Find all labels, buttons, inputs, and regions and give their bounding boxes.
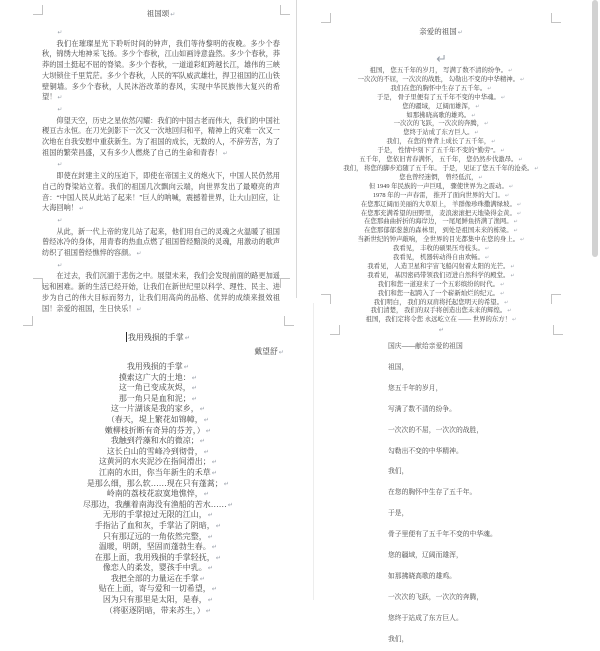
crop-mark <box>280 5 290 15</box>
poem-line-text: 我用残损的手掌 <box>126 362 183 371</box>
paragraph-mark-icon: ↵ <box>500 94 506 101</box>
paragraph-group <box>42 260 280 316</box>
paragraph-mark-icon: ↵ <box>207 596 214 605</box>
poem-line-text: 我把全部的力量运在手掌 <box>110 573 199 583</box>
poem-line <box>32 553 284 564</box>
poem-line-text: 但 1949 年民族的一声巨吼， 骤使世界为之震动。 <box>368 182 508 190</box>
poem-line-text: 无形的手掌掠过无限的江山， <box>102 510 207 520</box>
poem-line <box>330 227 552 236</box>
poem-line-text: 这黄河的水夹泥沙在指间滑出； <box>98 457 211 467</box>
paragraph-mark-icon: ↵ <box>191 384 198 393</box>
paragraph-text: 仰望天空，历史之星依然闪耀：我们的中国古老而伟大，我们的中国社稷亘古永恒。在刀光剑影下一次又一次地回归和平，精神上的灾难一次又一次地在自我安慰中重获新生。为了祖国的成长，无数的人，不辞劳苦，为了祖国的繁荣昌盛，又有多少人燃烧了自己的生命和青春！ <box>42 116 280 157</box>
page2-title <box>330 26 552 39</box>
poem-line-text: 一次次的飞跃，一次次的奔腾， <box>393 120 484 128</box>
poem-line: 在您的胸怀中生存了五千年。 <box>388 489 477 497</box>
poem-line: 勾勒出不变的中华精神。 <box>388 447 463 455</box>
paragraph-mark-icon: ↵ <box>478 174 483 181</box>
paragraph-mark-icon: ↵ <box>474 130 479 137</box>
poem-line-text: 祖国，我们定将令您 永远屹立在 —— 世界的东方！ <box>365 316 512 324</box>
paragraph-mark-icon: ↵ <box>278 349 284 356</box>
paragraph-mark-icon: ↵ <box>211 458 218 467</box>
paragraph-mark-icon: ↵ <box>475 103 480 110</box>
poem-line <box>330 245 552 254</box>
paragraph-mark-icon: ↵ <box>211 468 218 477</box>
poem-line-text: 如那拂晓高歌的雄鸡。 <box>406 111 471 119</box>
poem-line <box>330 156 552 165</box>
poem-line <box>32 479 284 490</box>
poem-line-text: 温暖，明朗，坚固而蓬勃生春。 <box>98 542 211 552</box>
paragraph-mark-icon: ↵ <box>57 95 63 102</box>
paragraph-mark-icon: ↵ <box>484 246 490 253</box>
paragraph-mark-icon: ↵ <box>191 394 198 403</box>
essay-paragraph <box>42 39 280 104</box>
paragraph-mark-icon: ↵ <box>205 426 212 435</box>
paragraph-mark-icon: ↵ <box>191 373 198 382</box>
poem-line <box>330 94 552 103</box>
poem-line <box>32 563 284 574</box>
poem-line: 骨子里便有了五千年不变的中华魂。 <box>388 531 497 539</box>
essay-paragraph <box>42 116 280 160</box>
poem-line <box>330 67 552 76</box>
poem-line <box>32 510 284 521</box>
poem-line-text: 这一片湖该是我的家乡， <box>110 404 199 414</box>
paragraph-mark-icon: ↵ <box>57 30 63 36</box>
poem-line <box>32 404 284 415</box>
paragraph-mark-icon: ↵ <box>205 606 212 615</box>
poem-line-text: 五千年， 您依旧青春满怀， 五千年， 您仍然步伐激昂。 <box>359 156 518 164</box>
poem-line-text: 我们明白， 我们的双肩将托起您明天的希望。 <box>373 298 504 306</box>
poem-line-text: 只有那辽远的一角依然完整， <box>102 531 207 541</box>
poem-line-text: 尽那边，我蘸着南海没有渔船的苦水…… <box>82 499 227 509</box>
paragraph-mark-icon: ↵ <box>516 201 522 208</box>
empty-paragraph <box>42 159 280 171</box>
poem-line <box>32 383 284 394</box>
poem-line-text: 那一角只是血和泥； <box>118 393 191 403</box>
poem-line <box>330 192 552 201</box>
paragraph-mark-icon: ↵ <box>508 68 513 74</box>
page1-body <box>42 27 280 315</box>
essay-paragraph <box>42 171 280 215</box>
poem-line-text: 我们， 将您的脚步追随了五千年。 于是， 见证了您五千年的沧桑。 <box>343 164 534 172</box>
paragraph-mark-icon: ↵ <box>520 237 525 244</box>
poem-line: 您五千年的岁月， <box>388 384 443 392</box>
paragraph-mark-icon: ↵ <box>183 363 190 371</box>
crop-mark <box>284 316 294 326</box>
paragraph-mark-icon: ↵ <box>207 532 214 541</box>
paragraph-mark-icon: ↵ <box>136 306 142 313</box>
poem-line-text: 贴在上面，寄与爱和一切希望， <box>98 584 211 594</box>
poem-line <box>32 584 284 595</box>
paragraph-mark-icon: ↵ <box>203 415 210 424</box>
poem-line: 我们， <box>388 468 409 476</box>
page3-body <box>32 362 284 616</box>
poem-line-text: 您的疆域， 辽阔而雄浑， <box>402 102 475 110</box>
paragraph-text: 从此，新一代上帝的宠儿站了起来，他们用自己的灵魂之火温暖了祖国曾经冰冷的身体，用青春的热血点燃了祖国曾经黯淡的灵魂，用激动的歌声纺织了祖国曾经憔悴的容颜。 <box>42 227 280 258</box>
poem-line-text: 江南的水田，你当年新生的禾草 <box>98 467 211 477</box>
poem-line: 于是， <box>388 510 409 518</box>
poem-line <box>330 129 552 138</box>
poem-line-text: 祖国， 您五千年的岁月， 写满了数不清的纷争。 <box>369 67 508 74</box>
poem-line-text: 嫩柳枝折断有奇异的芬芳，） <box>104 425 205 435</box>
paragraph-mark-icon: ↵ <box>199 405 206 414</box>
empty-paragraph <box>42 215 280 227</box>
poem-line-text: 在您那曲曲折折的海岸边， 一尾尾鲜鱼挤满了渔网。 <box>364 218 513 226</box>
page3-heading-text: 我用残损的手掌 <box>127 333 184 342</box>
crop-mark <box>321 13 331 23</box>
poem-line <box>330 120 552 129</box>
paragraph-mark-icon: ↵ <box>457 29 463 36</box>
document-page-3[interactable] <box>32 332 284 616</box>
poem-line <box>330 76 552 85</box>
poem-line-text: 我看见， 丰收的硕果压弯枝头。 <box>392 245 484 253</box>
essay-paragraph <box>42 271 280 315</box>
page3-author <box>32 347 284 358</box>
poem-line <box>32 489 284 500</box>
paragraph-mark-icon: ↵ <box>510 263 515 270</box>
paragraph-mark-icon: ↵ <box>513 228 518 235</box>
poem-line-text: 我们， 在您的脊背上成长了五千年， <box>386 138 491 146</box>
vertical-scrollbar-thumb[interactable] <box>592 0 598 257</box>
poem-line-text: 在您那郁郁葱葱的森林里， 到处是祖国未来的栋梁。 <box>364 227 513 235</box>
page2-title-text: 亲爱的祖国 <box>419 27 457 36</box>
empty-paragraph <box>42 104 280 116</box>
page4-title: 国庆——献给亲爱的祖国 <box>388 343 463 350</box>
page-gap-separator-bottom <box>313 303 314 600</box>
paragraph-mark-icon: ↵ <box>436 52 447 67</box>
poem-line-text: 我们和您一起跨入了一个崭新灿烂的纪元。 <box>377 289 500 297</box>
poem-line-text: 我看见， 机器转动得自由欢畅。 <box>392 254 484 262</box>
document-end-mark: ↵ <box>438 326 445 335</box>
page1-title-text: 祖国颂 <box>146 9 170 18</box>
poem-line <box>330 263 552 272</box>
paragraph-mark-icon: ↵ <box>207 511 214 520</box>
crop-mark <box>23 316 33 326</box>
poem-line-text: 您终于站成了东方巨人。 <box>403 129 474 137</box>
poem-line <box>32 468 284 479</box>
crop-mark <box>551 13 561 23</box>
poem-line-text: 像恋人的柔发，婴孩手中乳。 <box>102 563 207 573</box>
poem-line <box>32 521 284 532</box>
poem-line-text: 于是， 性情中刻下了五千年不变的“勤劳”。 <box>377 147 500 155</box>
page4-body <box>388 358 568 651</box>
poem-line <box>32 415 284 426</box>
paragraph-mark-icon: ↵ <box>203 447 210 456</box>
poem-line-text: 您也曾经迷惘， 曾经低沉， <box>399 173 478 181</box>
author-name: 戴望舒 <box>254 347 278 356</box>
poem-line-text: 在那上面，我用残损的手掌轻抚， <box>94 552 215 562</box>
poem-line <box>330 254 552 263</box>
paragraph-group <box>42 104 280 160</box>
paragraph-mark-icon: ↵ <box>57 162 63 169</box>
poem-line-text: 我们在您的胸怀中生存了五千年。 <box>390 84 487 92</box>
paragraph-mark-icon: ↵ <box>57 106 63 113</box>
poem-line <box>32 457 284 468</box>
poem-line-text: 我触到荇藻和水的微凉； <box>110 436 199 446</box>
poem-line <box>330 165 552 174</box>
paragraph-mark-icon: ↵ <box>500 290 505 297</box>
poem-line-text: 我看见， 人造卫星和宇宙飞船闪射着太阳的光芒。 <box>367 262 510 270</box>
paragraph-mark-icon: ↵ <box>516 210 522 217</box>
paragraph-mark-icon: ↵ <box>504 192 510 199</box>
poem-line <box>32 426 284 437</box>
document-page-4[interactable] <box>388 337 568 651</box>
poem-line <box>330 218 552 227</box>
paragraph-mark-icon: ↵ <box>170 11 176 18</box>
poem-line-text: 是那么细，那么软……现在只有蓬蒿； <box>86 478 223 488</box>
poem-line <box>32 362 284 373</box>
poem-line-text: （春天，堤上繁花如锦幛， <box>106 414 203 424</box>
paragraph-mark-icon: ↵ <box>57 217 63 224</box>
page3-heading <box>32 332 284 344</box>
poem-line-text: （将驱逐阴暗，带来苏生，） <box>104 605 205 615</box>
paragraph-mark-icon: ↵ <box>215 553 222 562</box>
paragraph-mark-icon: ↵ <box>78 206 84 213</box>
poem-line <box>32 595 284 606</box>
poem-line: 一次次的飞跃，一次次的奔腾， <box>388 593 484 601</box>
document-page-2[interactable] <box>330 26 552 334</box>
poem-line <box>32 606 284 617</box>
poem-line <box>32 542 284 553</box>
paragraph-mark-icon: ↵ <box>184 334 191 342</box>
poem-line-text: 岭南的荔枝花寂寞地憔悴， <box>106 489 203 499</box>
poem-line-text: 我们清楚， 我们的双手将创造出您未来的辉煌。 <box>370 307 507 315</box>
poem-line-text: 手指沾了血和灰，手掌沾了阴暗， <box>94 520 215 530</box>
paragraph-mark-icon: ↵ <box>491 139 496 146</box>
paragraph-text: 我们在璀璨星光下聆听时间的钟声，我们等待黎明的夜晚。多少个春秋，锦绣大地神采飞扬。多少个春秋，江山如画诗意盎然。多少个春秋，莽莽的国土挺起不屈的脊梁。多少个春秋，一道道彩虹跨越长江，雄伟的三峡大坝锁住千里荒茫。多少个春秋，人民的军队威武雄壮，捍卫祖国的江山铁壁铜墙。多少个春秋，人民沐浴改革的春风，实现中华民族伟大复兴的希望！ <box>42 39 280 102</box>
paragraph-mark-icon: ↵ <box>57 262 63 269</box>
poem-line-text: 摸索这广大的土地： <box>118 372 191 382</box>
paragraph-mark-icon: ↵ <box>504 299 509 306</box>
paragraph-mark-icon: ↵ <box>520 76 525 83</box>
poem-line <box>330 138 552 147</box>
poem-line <box>330 174 552 183</box>
paragraph-mark-icon: ↵ <box>203 490 210 499</box>
paragraph-mark-icon: ↵ <box>215 521 222 530</box>
paragraph-mark-icon: ↵ <box>199 437 206 446</box>
poem-line <box>330 290 552 299</box>
poem-line <box>32 436 284 447</box>
paragraph-mark-icon: ↵ <box>500 281 505 288</box>
poem-line: 如那拂晓高歌的雄鸡。 <box>388 572 456 580</box>
paragraph-mark-icon: ↵ <box>513 219 518 226</box>
poem-line <box>32 532 284 543</box>
paragraph-group <box>42 159 280 215</box>
paragraph-text: 即使在封建主义的压迫下，即使在帝国主义的炮火下，中国人民仍然用自己的脊梁站立着。我们的祖国几次飘向云端，向世界发出了最嘹亮的声音：“中国人民从此站了起来！”巨人的呐喊，震撼着世界，让大山回应，让大海回响！ <box>42 172 280 213</box>
empty-paragraph <box>330 39 552 67</box>
paragraph-mark-icon: ↵ <box>207 564 214 573</box>
page1-title <box>42 8 280 21</box>
empty-paragraph <box>42 27 280 39</box>
poem-line <box>330 85 552 94</box>
paragraph-mark-icon: ↵ <box>500 148 505 155</box>
crop-mark <box>553 325 563 335</box>
poem-line <box>330 272 552 281</box>
poem-line-text: 我们和您一道迎来了一个五彩缤纷的时代。 <box>377 280 500 288</box>
paragraph-mark-icon: ↵ <box>222 150 228 157</box>
paragraph-mark-icon: ↵ <box>534 165 539 172</box>
poem-line <box>330 281 552 290</box>
poem-line <box>330 183 552 192</box>
paragraph-mark-icon: ↵ <box>508 183 514 190</box>
crop-mark <box>280 278 290 288</box>
paragraph-mark-icon: ↵ <box>136 251 142 258</box>
poem-line-text: 在您那充满希望的田野里， 麦浪滚滚把天地染得金黄。 <box>360 209 516 217</box>
poem-line <box>32 373 284 384</box>
poem-line-text: 因为只有那里是太阳，是春， <box>102 595 207 605</box>
paragraph-mark-icon: ↵ <box>518 157 523 164</box>
text-cursor <box>126 332 127 342</box>
poem-line-text: 我看见， 基因密码带领我们迈进自然科学的殿堂。 <box>367 271 510 279</box>
paragraph-text: 在过去，我们沉湎于悲伤之中。展望未来，我们会发现前面的路更加遥远和困难。新的生活已经开始，让我们在新世纪里以科学、理性、民主、进步为自己的伟大目标而努力，让我们用高尚的品格、优异的成绩来报效祖国！亲爱的祖国，生日快乐！ <box>42 272 280 313</box>
document-page-1[interactable] <box>42 8 280 315</box>
page2-body <box>330 67 552 325</box>
poem-line: 您的疆域，辽阔而雄浑， <box>388 552 463 560</box>
poem-line <box>330 147 552 156</box>
poem-line <box>32 574 284 585</box>
poem-line: 您终于站成了东方巨人。 <box>388 614 463 622</box>
paragraph-mark-icon: ↵ <box>223 479 230 488</box>
poem-line-text: 1978 年的一声春雷， 推开了面向世界的大门。 <box>372 191 504 199</box>
poem-line <box>330 316 552 325</box>
poem-line-text: 于是， 骨子里便有了五千年不变的中华魂。 <box>376 93 500 101</box>
paragraph-mark-icon: ↵ <box>227 500 234 509</box>
poem-line: 祖国， <box>388 363 409 371</box>
poem-line: 写满了数不清的纷争。 <box>388 405 456 413</box>
paragraph-mark-icon: ↵ <box>487 85 492 92</box>
poem-line: 我们， <box>388 635 409 643</box>
page-gap-separator-top <box>296 0 297 298</box>
poem-line-text: 当新世纪的钟声敲响， 全世界的目光都集中在您的身上。 <box>357 236 520 244</box>
paragraph-mark-icon: ↵ <box>512 317 517 324</box>
paragraph-mark-icon: ↵ <box>507 308 512 315</box>
paragraph-mark-icon: ↵ <box>199 574 206 583</box>
paragraph-mark-icon: ↵ <box>211 543 218 552</box>
paragraph-mark-icon: ↵ <box>211 585 218 594</box>
poem-line: 一次次的不屈，一次次的战胜， <box>388 426 484 434</box>
poem-line <box>330 236 552 245</box>
poem-line-text: 一次次的不屈，一次次的战胜， 勾勒出不变的中华精神。 <box>357 75 520 83</box>
poem-line <box>32 447 284 458</box>
crop-mark <box>551 294 561 304</box>
paragraph-mark-icon: ↵ <box>484 255 490 262</box>
paragraph-mark-icon: ↵ <box>471 112 476 119</box>
poem-line <box>330 103 552 112</box>
poem-line <box>32 394 284 405</box>
essay-paragraph <box>42 227 280 260</box>
paragraph-group <box>42 215 280 260</box>
poem-line <box>330 201 552 210</box>
poem-line-text: 这长白山的雪峰冷到彻骨， <box>106 446 203 456</box>
paragraph-mark-icon: ↵ <box>484 121 489 128</box>
poem-line-text: 这一角已变成灰烬， <box>118 383 191 393</box>
empty-paragraph <box>42 260 280 272</box>
poem-line <box>32 500 284 511</box>
paragraph-mark-icon: ↵ <box>510 272 515 279</box>
poem-line-text: 在您那辽阔而美丽的大草原上， 羊群像珍珠撒满绿坡。 <box>360 200 516 208</box>
paragraph-group <box>42 27 280 104</box>
